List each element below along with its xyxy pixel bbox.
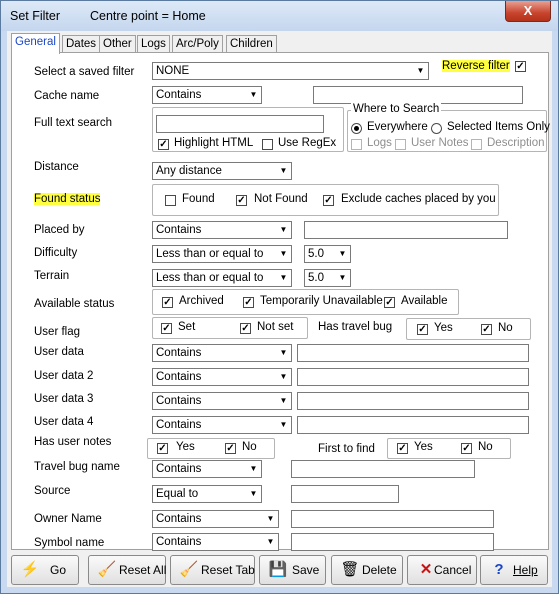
user-flag-set-label: Set — [178, 321, 196, 333]
chevron-down-icon: ▼ — [249, 464, 258, 473]
source-mode-select[interactable]: Equal to ▼ — [152, 485, 262, 503]
selected-items-radio[interactable] — [431, 123, 442, 134]
user-flag-set-checkbox[interactable]: ✓ — [162, 323, 171, 334]
travel-bug-yes-checkbox[interactable]: ✓ — [418, 324, 427, 335]
archived-checkbox[interactable]: ✓ — [163, 297, 172, 308]
use-regex-label: Use RegEx — [278, 137, 337, 149]
cache-name-label: Cache name — [34, 90, 100, 102]
use-regex-checkbox[interactable] — [262, 139, 273, 150]
source-input[interactable] — [291, 485, 399, 503]
first-to-find-yes-label: Yes — [414, 441, 433, 453]
distance-select[interactable]: Any distance ▼ — [152, 162, 292, 180]
reverse-filter-checkbox[interactable]: ✓ — [516, 61, 525, 72]
chevron-down-icon: ▼ — [279, 420, 288, 429]
description-checkbox[interactable] — [471, 139, 482, 150]
travel-bug-no-checkbox[interactable]: ✓ — [482, 324, 491, 335]
delete-button[interactable]: 🗑 Delete — [331, 555, 403, 585]
tab-children[interactable]: Children — [226, 35, 277, 53]
archived-label: Archived — [179, 295, 224, 307]
dialog-client — [7, 31, 552, 587]
terrain-mode-select[interactable]: Less than or equal to ▼ — [152, 269, 292, 287]
chevron-down-icon: ▼ — [249, 90, 258, 99]
user-data-3-input[interactable] — [297, 392, 529, 410]
user-notes-yes-checkbox[interactable]: ✓ — [158, 443, 167, 454]
cache-name-input[interactable] — [313, 86, 523, 104]
distance-label: Distance — [34, 161, 79, 173]
user-data-3-label: User data 3 — [34, 393, 94, 405]
chevron-down-icon: ▼ — [338, 273, 347, 282]
temp-unavailable-checkbox[interactable]: ✓ — [244, 297, 253, 308]
first-to-find-yes-checkbox[interactable]: ✓ — [398, 443, 407, 454]
user-notes-no-label: No — [242, 441, 257, 453]
tb-name-label: Travel bug name — [34, 461, 120, 473]
lightning-icon: ⚡ — [20, 561, 40, 578]
user-data-4-label: User data 4 — [34, 416, 94, 428]
not-found-label: Not Found — [254, 193, 308, 205]
owner-name-label: Owner Name — [34, 513, 102, 525]
chevron-down-icon: ▼ — [266, 514, 275, 523]
selected-items-label: Selected Items Only — [447, 121, 550, 133]
tab-general[interactable]: General — [11, 33, 60, 54]
exclude-placed-label: Exclude caches placed by you — [341, 193, 496, 205]
tab-other[interactable]: Other — [99, 35, 136, 53]
travel-bug-no-label: No — [498, 322, 513, 334]
symbol-name-label: Symbol name — [34, 537, 105, 549]
help-button[interactable]: ? Help — [480, 555, 548, 585]
saved-filter-select[interactable]: NONE ▼ — [152, 62, 429, 80]
highlight-html-label: Highlight HTML — [174, 137, 254, 149]
logs-checkbox[interactable] — [351, 139, 362, 150]
user-notes-label: Has user notes — [34, 436, 112, 448]
user-data-4-input[interactable] — [297, 416, 529, 434]
travel-bug-yes-label: Yes — [434, 322, 453, 334]
centre-point-text: Centre point = Home — [90, 9, 206, 23]
chevron-down-icon: ▼ — [249, 489, 258, 498]
trash-icon: 🗑 — [340, 561, 360, 578]
first-to-find-label: First to find — [318, 443, 375, 455]
chevron-down-icon: ▼ — [279, 273, 288, 282]
chevron-down-icon: ▼ — [266, 537, 275, 546]
tab-arc-poly[interactable]: Arc/Poly — [172, 35, 223, 53]
user-data-3-mode-select[interactable]: Contains ▼ — [152, 392, 292, 410]
reverse-filter-label: Reverse filter — [442, 60, 510, 72]
terrain-value-select[interactable]: 5.0 ▼ — [304, 269, 351, 287]
save-button[interactable]: 💾 Save — [259, 555, 326, 585]
first-to-find-no-label: No — [478, 441, 493, 453]
chevron-down-icon: ▼ — [279, 396, 288, 405]
travel-bug-label: Has travel bug — [318, 321, 393, 333]
go-button[interactable]: ⚡ Go — [11, 555, 79, 585]
user-data-input[interactable] — [297, 344, 529, 362]
general-panel — [11, 52, 549, 550]
broom-icon: 🧹 — [179, 561, 199, 578]
full-text-label: Full text search — [34, 117, 112, 129]
temp-unavailable-label: Temporarily Unavailable — [260, 295, 383, 307]
everywhere-radio[interactable] — [351, 123, 362, 134]
chevron-down-icon: ▼ — [416, 66, 425, 75]
difficulty-label: Difficulty — [34, 247, 78, 259]
found-status-label: Found status — [34, 193, 101, 205]
source-label: Source — [34, 485, 71, 497]
user-data-2-input[interactable] — [297, 368, 529, 386]
first-to-find-no-checkbox[interactable]: ✓ — [462, 443, 471, 454]
user-notes-checkbox[interactable] — [395, 139, 406, 150]
question-mark-icon: ? — [494, 561, 504, 578]
user-flag-not-set-label: Not set — [257, 321, 294, 333]
cache-name-mode-select[interactable]: Contains ▼ — [152, 86, 262, 104]
tab-dates[interactable]: Dates — [62, 35, 100, 53]
user-data-2-mode-select[interactable]: Contains ▼ — [152, 368, 292, 386]
chevron-down-icon: ▼ — [279, 225, 288, 234]
user-flag-not-set-checkbox[interactable]: ✓ — [241, 323, 250, 334]
saved-filter-label: Select a saved filter — [34, 66, 135, 78]
logs-label: Logs — [367, 137, 392, 149]
user-flag-label: User flag — [34, 326, 81, 338]
user-notes-label: User Notes — [411, 137, 469, 149]
broom-icon: 🧹 — [97, 561, 117, 578]
difficulty-mode-select[interactable]: Less than or equal to ▼ — [152, 245, 292, 263]
window-title: Set Filter — [10, 9, 61, 23]
reset-all-button[interactable]: 🧹 Reset All — [88, 555, 166, 585]
user-data-mode-select[interactable]: Contains ▼ — [152, 344, 292, 362]
full-text-input[interactable] — [156, 115, 324, 133]
chevron-down-icon: ▼ — [279, 348, 288, 357]
available-status-label: Available status — [34, 298, 115, 310]
owner-name-input[interactable] — [291, 510, 494, 528]
title-bar[interactable] — [1, 1, 558, 31]
cancel-x-icon: ✕ — [419, 561, 433, 578]
chevron-down-icon: ▼ — [338, 249, 347, 258]
user-data-2-label: User data 2 — [34, 370, 94, 382]
user-data-label: User data — [34, 346, 84, 358]
terrain-label: Terrain — [34, 270, 70, 282]
placed-by-label: Placed by — [34, 224, 85, 236]
tb-name-mode-select[interactable]: Contains ▼ — [152, 460, 262, 478]
chevron-down-icon: ▼ — [279, 249, 288, 258]
description-label: Description — [487, 137, 545, 149]
symbol-name-input[interactable] — [291, 533, 494, 551]
owner-mode-select[interactable]: Contains ▼ — [152, 510, 279, 528]
user-notes-yes-label: Yes — [176, 441, 195, 453]
user-data-4-mode-select[interactable]: Contains ▼ — [152, 416, 292, 434]
symbol-mode-select[interactable]: Contains ▼ — [152, 533, 279, 551]
available-checkbox[interactable]: ✓ — [385, 297, 394, 308]
not-found-checkbox[interactable]: ✓ — [237, 195, 246, 206]
placed-by-mode-select[interactable]: Contains ▼ — [152, 221, 292, 239]
available-label: Available — [401, 295, 448, 307]
reset-tab-button[interactable]: 🧹 Reset Tab — [170, 555, 255, 585]
floppy-disk-icon: 💾 — [268, 561, 288, 578]
tab-logs[interactable]: Logs — [137, 35, 170, 53]
where-to-search-title: Where to Search — [353, 103, 440, 115]
chevron-down-icon: ▼ — [279, 372, 288, 381]
cancel-button[interactable]: ✕ Cancel — [407, 555, 477, 585]
close-button[interactable]: X — [505, 1, 551, 22]
found-label: Found — [182, 193, 215, 205]
exclude-placed-checkbox[interactable]: ✓ — [324, 195, 333, 206]
placed-by-input[interactable] — [304, 221, 508, 239]
user-notes-no-checkbox[interactable]: ✓ — [226, 443, 235, 454]
found-checkbox[interactable] — [165, 195, 176, 206]
highlight-html-checkbox[interactable]: ✓ — [159, 139, 168, 150]
difficulty-value-select[interactable]: 5.0 ▼ — [304, 245, 351, 263]
chevron-down-icon: ▼ — [279, 166, 288, 175]
tb-name-input[interactable] — [291, 460, 475, 478]
everywhere-label: Everywhere — [367, 121, 428, 133]
